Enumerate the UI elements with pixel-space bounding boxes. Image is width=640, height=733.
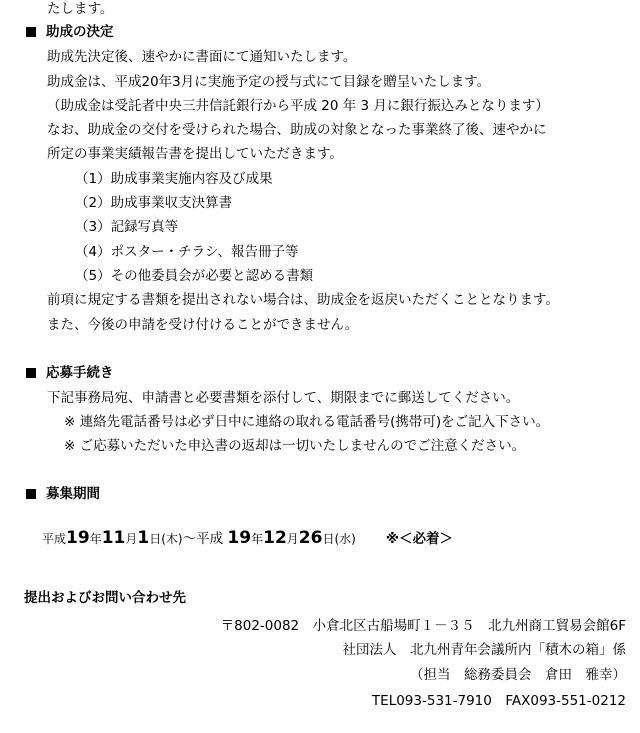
- decision-line: （助成金は受託者中央三井信託銀行から平成 20 年 3 月に銀行振込みとなります）: [47, 98, 549, 114]
- decision-item: （2）助成事業収支決算書: [75, 195, 233, 211]
- period-number: 19: [66, 528, 90, 548]
- contact-heading: 提出およびお問い合わせ先: [24, 590, 186, 606]
- contact-person: （担当 総務委員会 倉田 雅幸）: [410, 667, 626, 683]
- period-weekday: (木): [161, 532, 183, 546]
- period-text: ～平成: [182, 531, 224, 547]
- period-text: 月: [125, 532, 138, 546]
- period-text: 年: [251, 532, 264, 546]
- decision-after-line: また、今後の申請を受け付けることができません。: [47, 317, 359, 333]
- intro-tail: たします。: [47, 1, 114, 17]
- period-number: 11: [101, 528, 126, 548]
- application-line: 下記事務局宛、申請書と必要書類を添付して、期限までに郵送してください。: [47, 390, 520, 406]
- decision-heading-row: [26, 23, 114, 41]
- contact-tel: TEL093-531-7910 FAX093-551-0212: [371, 693, 626, 709]
- decision-item: （1）助成事業実施内容及び成果: [75, 171, 273, 187]
- period-text: 日: [322, 532, 335, 546]
- decision-heading: 助成の決定: [46, 24, 114, 40]
- period-weekday: (水): [334, 532, 356, 546]
- period-text: 月: [286, 532, 299, 546]
- period-number: 1: [137, 528, 150, 548]
- application-note: ※ 連絡先電話番号は必ず日中に連絡の取れる電話番号(携帯可)をご記入下さい。: [64, 414, 550, 430]
- decision-item: （5）その他委員会が必要と認める書類: [75, 268, 314, 284]
- decision-item: （4）ポスター・チラシ、報告冊子等: [75, 244, 299, 260]
- period-number: 19: [227, 528, 252, 548]
- contact-org: 社団法人 北九州青年会議所内「積木の箱」係: [342, 642, 626, 658]
- bullet-square-icon: [26, 368, 36, 378]
- period-text: 平成: [42, 532, 67, 546]
- period-note: ※＜必着＞: [385, 531, 453, 547]
- application-heading: 応募手続き: [46, 365, 114, 381]
- period-number: 26: [298, 528, 323, 548]
- period-text: 年: [89, 532, 102, 546]
- bullet-square-icon: [26, 27, 36, 37]
- decision-line: 助成先決定後、速やかに書面にて通知いたします。: [47, 49, 357, 65]
- period-text: 日: [149, 532, 162, 546]
- period-heading-row: [26, 485, 100, 503]
- period-dates: [42, 527, 453, 550]
- decision-after-line: 前項に規定する書類を提出されない場合は、助成金を返戻いただくこととなります。: [47, 292, 559, 308]
- period-number: 12: [263, 528, 287, 548]
- decision-item: （3）記録写真等: [75, 219, 179, 235]
- decision-line: なお、助成金の交付を受けられた場合、助成の対象となった事業終了後、速やかに: [47, 122, 547, 138]
- period-heading: 募集期間: [46, 486, 100, 502]
- decision-line: 所定の事業実績報告書を提出していただきます。: [47, 146, 343, 162]
- decision-line: 助成金は、平成20年3月に実施予定の授与式にて目録を贈呈いたします。: [47, 74, 491, 90]
- contact-address: 〒802-0082 小倉北区古船場町１－３５ 北九州商工貿易会館6F: [220, 618, 626, 634]
- application-note: ※ ご応募いただいた申込書の返却は一切いたしませんのでご注意ください。: [64, 438, 526, 454]
- application-heading-row: [26, 364, 114, 382]
- bullet-square-icon: [26, 489, 36, 499]
